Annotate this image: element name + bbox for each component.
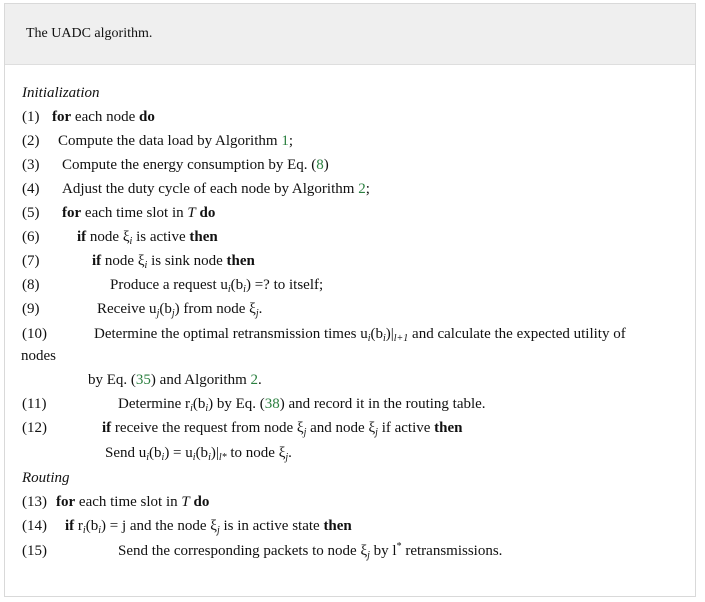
algorithm-link[interactable]: 2 (358, 181, 366, 197)
section-heading-initialization: Initialization (22, 85, 100, 101)
algorithm-line-12-body: Send $u_i(b_i) = u_i(b_i)|_{l*}$ to node $\xi_j$. (105, 445, 292, 463)
section-heading-routing: Routing (22, 470, 70, 486)
caption-title: The UADC algorithm. (26, 26, 153, 41)
algorithm-link[interactable]: 1 (281, 133, 289, 149)
equation-link[interactable]: 38 (264, 396, 280, 412)
algorithm-line-10-continued: by Eq. (35) and Algorithm 2. (88, 372, 262, 388)
algorithm-box: The UADC algorithm. Initialization (1) for each node do (2) Compute the data load by Algorithm 1; (3) Compute the energy consumption by Eq. (8) (4) Adjust the duty cycle of each node by Algorithm 2; (5) for each time slot in T do (6) if node $\xi_i$ is active then (7) if node $\xi_i$ is sink node then (8) Produce a request $u_i(b_i)$ =? to itself; (9) Receive $u_j(b_j)$ from node $\xi_j$. (10) Determine the optimal retransmission times $u_i(b_i)|_{l+1}$ and calculate the expected utility of nodes by Eq. (35) and Algorithm 2. (11) Determine $r_i(b_i)$ by Eq. (38) and record it in the routing table. (12) if receive the request from node $\xi_j$ and node $\xi_j$ if active then Send $u_i(b_i) = u_i(b_i)|_{l*}$ to node $\xi_j$. Routing (13) for each time slot in T do (14) if $r_i(b_i) = j$ and the node $\xi_j$ is in active state then (15) Send the corresponding packets to node $\xi_j$ by l* retransmissions. (4, 3, 696, 597)
equation-link[interactable]: 35 (135, 372, 151, 388)
algorithm-link[interactable]: 2 (250, 372, 258, 388)
caption-bar (5, 4, 695, 65)
algorithm-line-10-wrap: nodes (21, 348, 56, 364)
equation-link[interactable]: 8 (316, 157, 324, 173)
